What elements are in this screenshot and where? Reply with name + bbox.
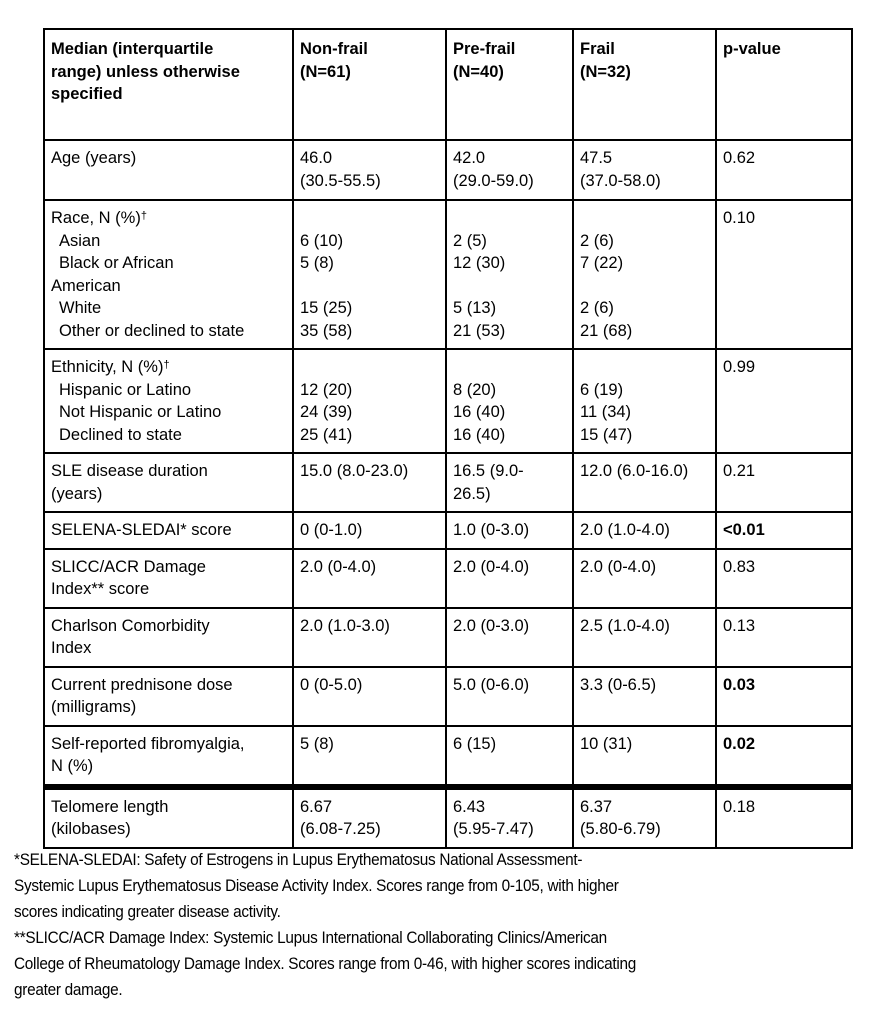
cell-value: 3.3 (0-6.5) bbox=[580, 675, 657, 694]
cell-nonfrail bbox=[293, 140, 446, 200]
row-label bbox=[44, 453, 293, 512]
p-value: 0.18 bbox=[723, 797, 756, 816]
cell-value: 0 (0-1.0) bbox=[300, 521, 363, 539]
cell-nonfrail bbox=[293, 608, 446, 667]
cell-nonfrail bbox=[293, 726, 446, 787]
cell-value: 47.5 bbox=[580, 149, 613, 167]
row-label-text: (milligrams) bbox=[51, 698, 137, 716]
cell-value: 12 (30) bbox=[453, 254, 506, 272]
cell-value: 11 (34) bbox=[580, 403, 632, 421]
row-label-text: N (%) bbox=[51, 757, 94, 775]
table-row-charlson bbox=[44, 608, 852, 667]
cell-value: 2 (6) bbox=[580, 299, 614, 317]
cell-value: 25 (41) bbox=[300, 425, 353, 444]
cell-prefrail bbox=[446, 349, 573, 453]
cell-value: 24 (39) bbox=[300, 403, 353, 421]
row-label bbox=[44, 726, 293, 787]
header-text: Median (interquartile bbox=[51, 40, 214, 58]
cell-prefrail bbox=[446, 787, 573, 848]
cell-pvalue bbox=[716, 667, 852, 726]
footnote-text: **SLICC/ACR Damage Index: Systemic Lupus International Collaborating Clinics/American bbox=[14, 929, 607, 947]
cell-prefrail bbox=[446, 608, 573, 667]
row-label bbox=[44, 349, 293, 453]
header-text: Frail bbox=[580, 40, 615, 58]
race-label: Race, N (%) bbox=[51, 209, 141, 227]
cell-value: 35 (58) bbox=[300, 321, 353, 340]
cell-value: 42.0 bbox=[453, 149, 486, 167]
cell-prefrail bbox=[446, 512, 573, 549]
cell-value: 5 (8) bbox=[300, 254, 334, 272]
cell-value: 2.0 (0-4.0) bbox=[453, 557, 530, 576]
cell-value: 2.0 (1.0-3.0) bbox=[300, 616, 390, 635]
cell-value: 6.37 bbox=[580, 797, 613, 816]
dagger-mark: † bbox=[140, 210, 147, 222]
row-label-text bbox=[51, 207, 286, 230]
cell-prefrail bbox=[446, 667, 573, 726]
p-value-significant: <0.01 bbox=[723, 521, 765, 539]
sub-label: Not Hispanic or Latino bbox=[59, 403, 222, 421]
cell-value: 2.0 (0-4.0) bbox=[580, 557, 657, 576]
row-label-text: Current prednisone dose bbox=[51, 675, 233, 694]
row-label-text: SLE disease duration bbox=[51, 462, 208, 480]
p-value-significant: 0.03 bbox=[723, 675, 756, 694]
cell-value: 6 (19) bbox=[580, 380, 624, 399]
footnote-slicc bbox=[14, 925, 851, 1003]
cell-range: (5.80-6.79) bbox=[580, 820, 661, 838]
cell-range: (5.95-7.47) bbox=[453, 820, 534, 838]
p-value: 0.99 bbox=[723, 358, 756, 376]
cell-value: 21 (68) bbox=[580, 321, 633, 340]
cell-value: 16 (40) bbox=[453, 425, 506, 444]
cell-range: (30.5-55.5) bbox=[300, 171, 381, 190]
cell-value: 2.0 (0-4.0) bbox=[300, 557, 377, 576]
footnotes bbox=[14, 847, 851, 1003]
header-pvalue bbox=[716, 29, 852, 140]
table-row-prednisone bbox=[44, 667, 852, 726]
cell-nonfrail bbox=[293, 667, 446, 726]
cell-frail bbox=[573, 549, 716, 608]
header-characteristic bbox=[44, 29, 293, 140]
cell-value: 0 (0-5.0) bbox=[300, 675, 363, 694]
cell-value: 15 (25) bbox=[300, 299, 353, 317]
cell-pvalue bbox=[716, 787, 852, 848]
cell-value: 2 (6) bbox=[580, 231, 614, 250]
row-label-text: SELENA-SLEDAI* score bbox=[51, 521, 232, 539]
row-label-text: Self-reported fibromyalgia, bbox=[51, 734, 245, 753]
header-prefrail bbox=[446, 29, 573, 140]
sub-label: Black or African bbox=[59, 254, 174, 272]
p-value: 0.62 bbox=[723, 149, 756, 167]
cell-value: 8 (20) bbox=[453, 380, 497, 399]
p-value-significant: 0.02 bbox=[723, 734, 756, 753]
cell-frail bbox=[573, 349, 716, 453]
cell-value: 1.0 (0-3.0) bbox=[453, 521, 530, 539]
cell-frail bbox=[573, 200, 716, 349]
cell-pvalue bbox=[716, 349, 852, 453]
cell-range: (6.08-7.25) bbox=[300, 820, 381, 838]
header-text: specified bbox=[51, 85, 123, 103]
cell-pvalue bbox=[716, 453, 852, 512]
row-label-text: (kilobases) bbox=[51, 820, 131, 838]
table-row-ethnicity bbox=[44, 349, 852, 453]
cell-value: 2.5 (1.0-4.0) bbox=[580, 616, 670, 635]
cell-pvalue bbox=[716, 200, 852, 349]
cell-prefrail bbox=[446, 726, 573, 787]
cell-range: (29.0-59.0) bbox=[453, 171, 534, 190]
cell-frail bbox=[573, 608, 716, 667]
header-text: (N=61) bbox=[300, 62, 351, 81]
footnote-text: *SELENA-SLEDAI: Safety of Estrogens in Lupus Erythematosus National Assessment- bbox=[14, 851, 583, 869]
sub-label: Other or declined to state bbox=[59, 321, 245, 340]
row-label bbox=[44, 200, 293, 349]
cell-value: 6 (15) bbox=[453, 734, 497, 753]
cell-value: 12.0 (6.0-16.0) bbox=[580, 462, 689, 480]
cell-value: 15 (47) bbox=[580, 425, 633, 444]
footnote-text: College of Rheumatology Damage Index. Scores range from 0-46, with higher scores indicating bbox=[14, 955, 637, 973]
sub-label: White bbox=[59, 299, 102, 317]
cell-value: 10 (31) bbox=[580, 734, 633, 753]
cell-value: 5 (13) bbox=[453, 299, 497, 317]
cell-frail bbox=[573, 787, 716, 848]
header-text: (N=40) bbox=[453, 62, 504, 81]
cell-frail bbox=[573, 726, 716, 787]
row-label bbox=[44, 549, 293, 608]
header-frail bbox=[573, 29, 716, 140]
table-row-fibromyalgia bbox=[44, 726, 852, 787]
footnote-selena bbox=[14, 847, 851, 925]
row-label-text bbox=[51, 356, 286, 379]
sub-label: Asian bbox=[59, 231, 101, 250]
cell-value: 16 (40) bbox=[453, 403, 506, 421]
characteristics-table bbox=[43, 28, 853, 849]
cell-value: 12 (20) bbox=[300, 380, 353, 399]
sub-label: Hispanic or Latino bbox=[59, 380, 192, 399]
sub-label-continued: American bbox=[51, 276, 121, 295]
cell-frail bbox=[573, 140, 716, 200]
cell-value: 15.0 (8.0-23.0) bbox=[300, 462, 409, 480]
p-value: 0.21 bbox=[723, 462, 756, 480]
table-row-age bbox=[44, 140, 852, 200]
row-label bbox=[44, 667, 293, 726]
row-label bbox=[44, 787, 293, 848]
cell-nonfrail bbox=[293, 200, 446, 349]
cell-value: 6.67 bbox=[300, 797, 333, 816]
header-text: Non-frail bbox=[300, 40, 368, 58]
cell-value: 6.43 bbox=[453, 797, 486, 816]
cell-frail bbox=[573, 667, 716, 726]
header-text: Pre-frail bbox=[453, 40, 516, 58]
cell-value: 2 (5) bbox=[453, 231, 487, 250]
row-label-text: SLICC/ACR Damage bbox=[51, 557, 206, 576]
row-label-text: Index** score bbox=[51, 580, 150, 598]
table-row-selena-sledai bbox=[44, 512, 852, 549]
cell-pvalue bbox=[716, 549, 852, 608]
cell-value: 46.0 bbox=[300, 149, 333, 167]
row-label-text: Age (years) bbox=[51, 149, 137, 167]
cell-nonfrail bbox=[293, 349, 446, 453]
cell-prefrail bbox=[446, 453, 573, 512]
cell-range: (37.0-58.0) bbox=[580, 171, 661, 190]
header-text: range) unless otherwise bbox=[51, 62, 240, 81]
table-row-slicc-acr bbox=[44, 549, 852, 608]
cell-nonfrail bbox=[293, 549, 446, 608]
dagger-mark: † bbox=[163, 359, 170, 371]
cell-prefrail bbox=[446, 200, 573, 349]
cell-pvalue bbox=[716, 140, 852, 200]
cell-frail bbox=[573, 512, 716, 549]
cell-nonfrail bbox=[293, 453, 446, 512]
cell-prefrail bbox=[446, 140, 573, 200]
header-row bbox=[44, 29, 852, 140]
header-text: (N=32) bbox=[580, 62, 631, 81]
cell-pvalue bbox=[716, 512, 852, 549]
cell-value: 5 (8) bbox=[300, 734, 334, 753]
cell-nonfrail bbox=[293, 787, 446, 848]
row-label-text: Charlson Comorbidity bbox=[51, 616, 210, 635]
table-row-telomere bbox=[44, 787, 852, 848]
p-value: 0.10 bbox=[723, 209, 756, 227]
cell-value: 5.0 (0-6.0) bbox=[453, 675, 530, 694]
p-value: 0.13 bbox=[723, 616, 756, 635]
footnote-text: greater damage. bbox=[14, 981, 123, 999]
cell-frail bbox=[573, 453, 716, 512]
row-label bbox=[44, 140, 293, 200]
cell-value: 16.5 (9.0- bbox=[453, 462, 524, 480]
cell-nonfrail bbox=[293, 512, 446, 549]
footnote-text: scores indicating greater disease activity. bbox=[14, 903, 281, 921]
header-nonfrail bbox=[293, 29, 446, 140]
row-label-text: Telomere length bbox=[51, 797, 169, 816]
table-row-race bbox=[44, 200, 852, 349]
cell-value: 2.0 (1.0-4.0) bbox=[580, 521, 670, 539]
row-label bbox=[44, 512, 293, 549]
p-value: 0.83 bbox=[723, 557, 756, 576]
cell-prefrail bbox=[446, 549, 573, 608]
row-label bbox=[44, 608, 293, 667]
sub-label: Declined to state bbox=[59, 425, 182, 444]
header-text: p-value bbox=[723, 40, 781, 58]
cell-value: 21 (53) bbox=[453, 321, 506, 340]
row-label-text: (years) bbox=[51, 484, 103, 503]
cell-pvalue bbox=[716, 608, 852, 667]
cell-value: 7 (22) bbox=[580, 254, 624, 272]
row-label-text: Index bbox=[51, 639, 92, 657]
cell-value: 2.0 (0-3.0) bbox=[453, 616, 530, 635]
footnote-text: Systemic Lupus Erythematosus Disease Activity Index. Scores range from 0-105, with higher bbox=[14, 877, 619, 895]
ethnicity-label: Ethnicity, N (%) bbox=[51, 358, 164, 376]
cell-value: 6 (10) bbox=[300, 231, 344, 250]
table-row-disease-duration bbox=[44, 453, 852, 512]
cell-value: 26.5) bbox=[453, 484, 491, 503]
cell-pvalue bbox=[716, 726, 852, 787]
